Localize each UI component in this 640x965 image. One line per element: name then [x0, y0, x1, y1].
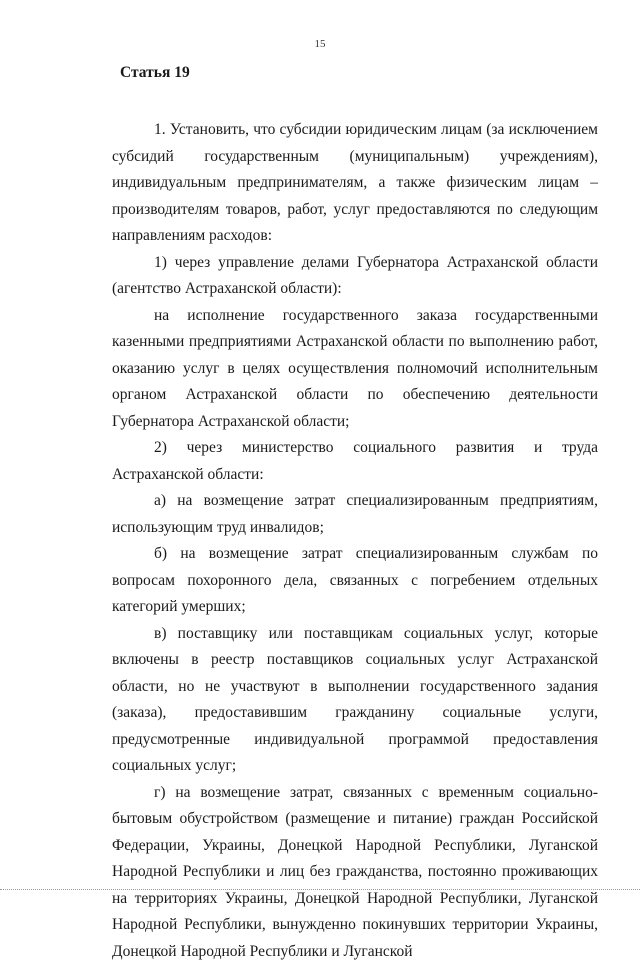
article-body — [112, 117, 598, 965]
scan-edge-line — [0, 889, 640, 890]
paragraph-item-2a: а) на возмещение затрат специализированным предприятиям, использующим труд инвалидов; — [112, 488, 598, 541]
paragraph-item-1-purpose: на исполнение государственного заказа государственными казенными предприятиями Астраханской области по выполнению работ, оказанию услуг в целях осуществления полномочий исполнительным органом Астраханской области по обеспечению деятельности Губернатора Астраханской области; — [112, 303, 598, 436]
paragraph-item-2: 2) через министерство социального развития и труда Астраханской области: — [112, 435, 598, 488]
paragraph-clause-1: 1. Установить, что субсидии юридическим лицам (за исключением субсидий государственным (муниципальным) учреждениям), индивидуальным предпринимателям, а также физическим лицам – производителям товаров, работ, услуг предоставляются по следующим направлениям расходов: — [112, 117, 598, 250]
paragraph-item-2v: в) поставщику или поставщикам социальных услуг, которые включены в реестр поставщиков социальных услуг Астраханской области, но не участвуют в выполнении государственного задания (заказа), предоставившим гражданину социальные услуги, предусмотренные индивидуальной программой предоставления социальных услуг; — [112, 621, 598, 780]
article-title: Статья 19 — [120, 64, 190, 82]
paragraph-item-2g: г) на возмещение затрат, связанных с временным социально-бытовым обустройством (размещение и питание) граждан Российской Федерации, Украины, Донецкой Народной Республики, Луганской Народной Республики и лиц без гражданства, постоянно проживающих на территориях Украины, Донецкой Народной Республики, Луганской Народной Республики, вынужденно покинувших территории Украины, Донецкой Народной Республики и Луганской — [112, 780, 598, 965]
paragraph-item-2b: б) на возмещение затрат специализированным службам по вопросам похоронного дела, связанных с погребением отдельных категорий умерших; — [112, 541, 598, 621]
page-number: 15 — [0, 38, 640, 50]
paragraph-item-1: 1) через управление делами Губернатора Астраханской области (агентство Астраханской области): — [112, 250, 598, 303]
